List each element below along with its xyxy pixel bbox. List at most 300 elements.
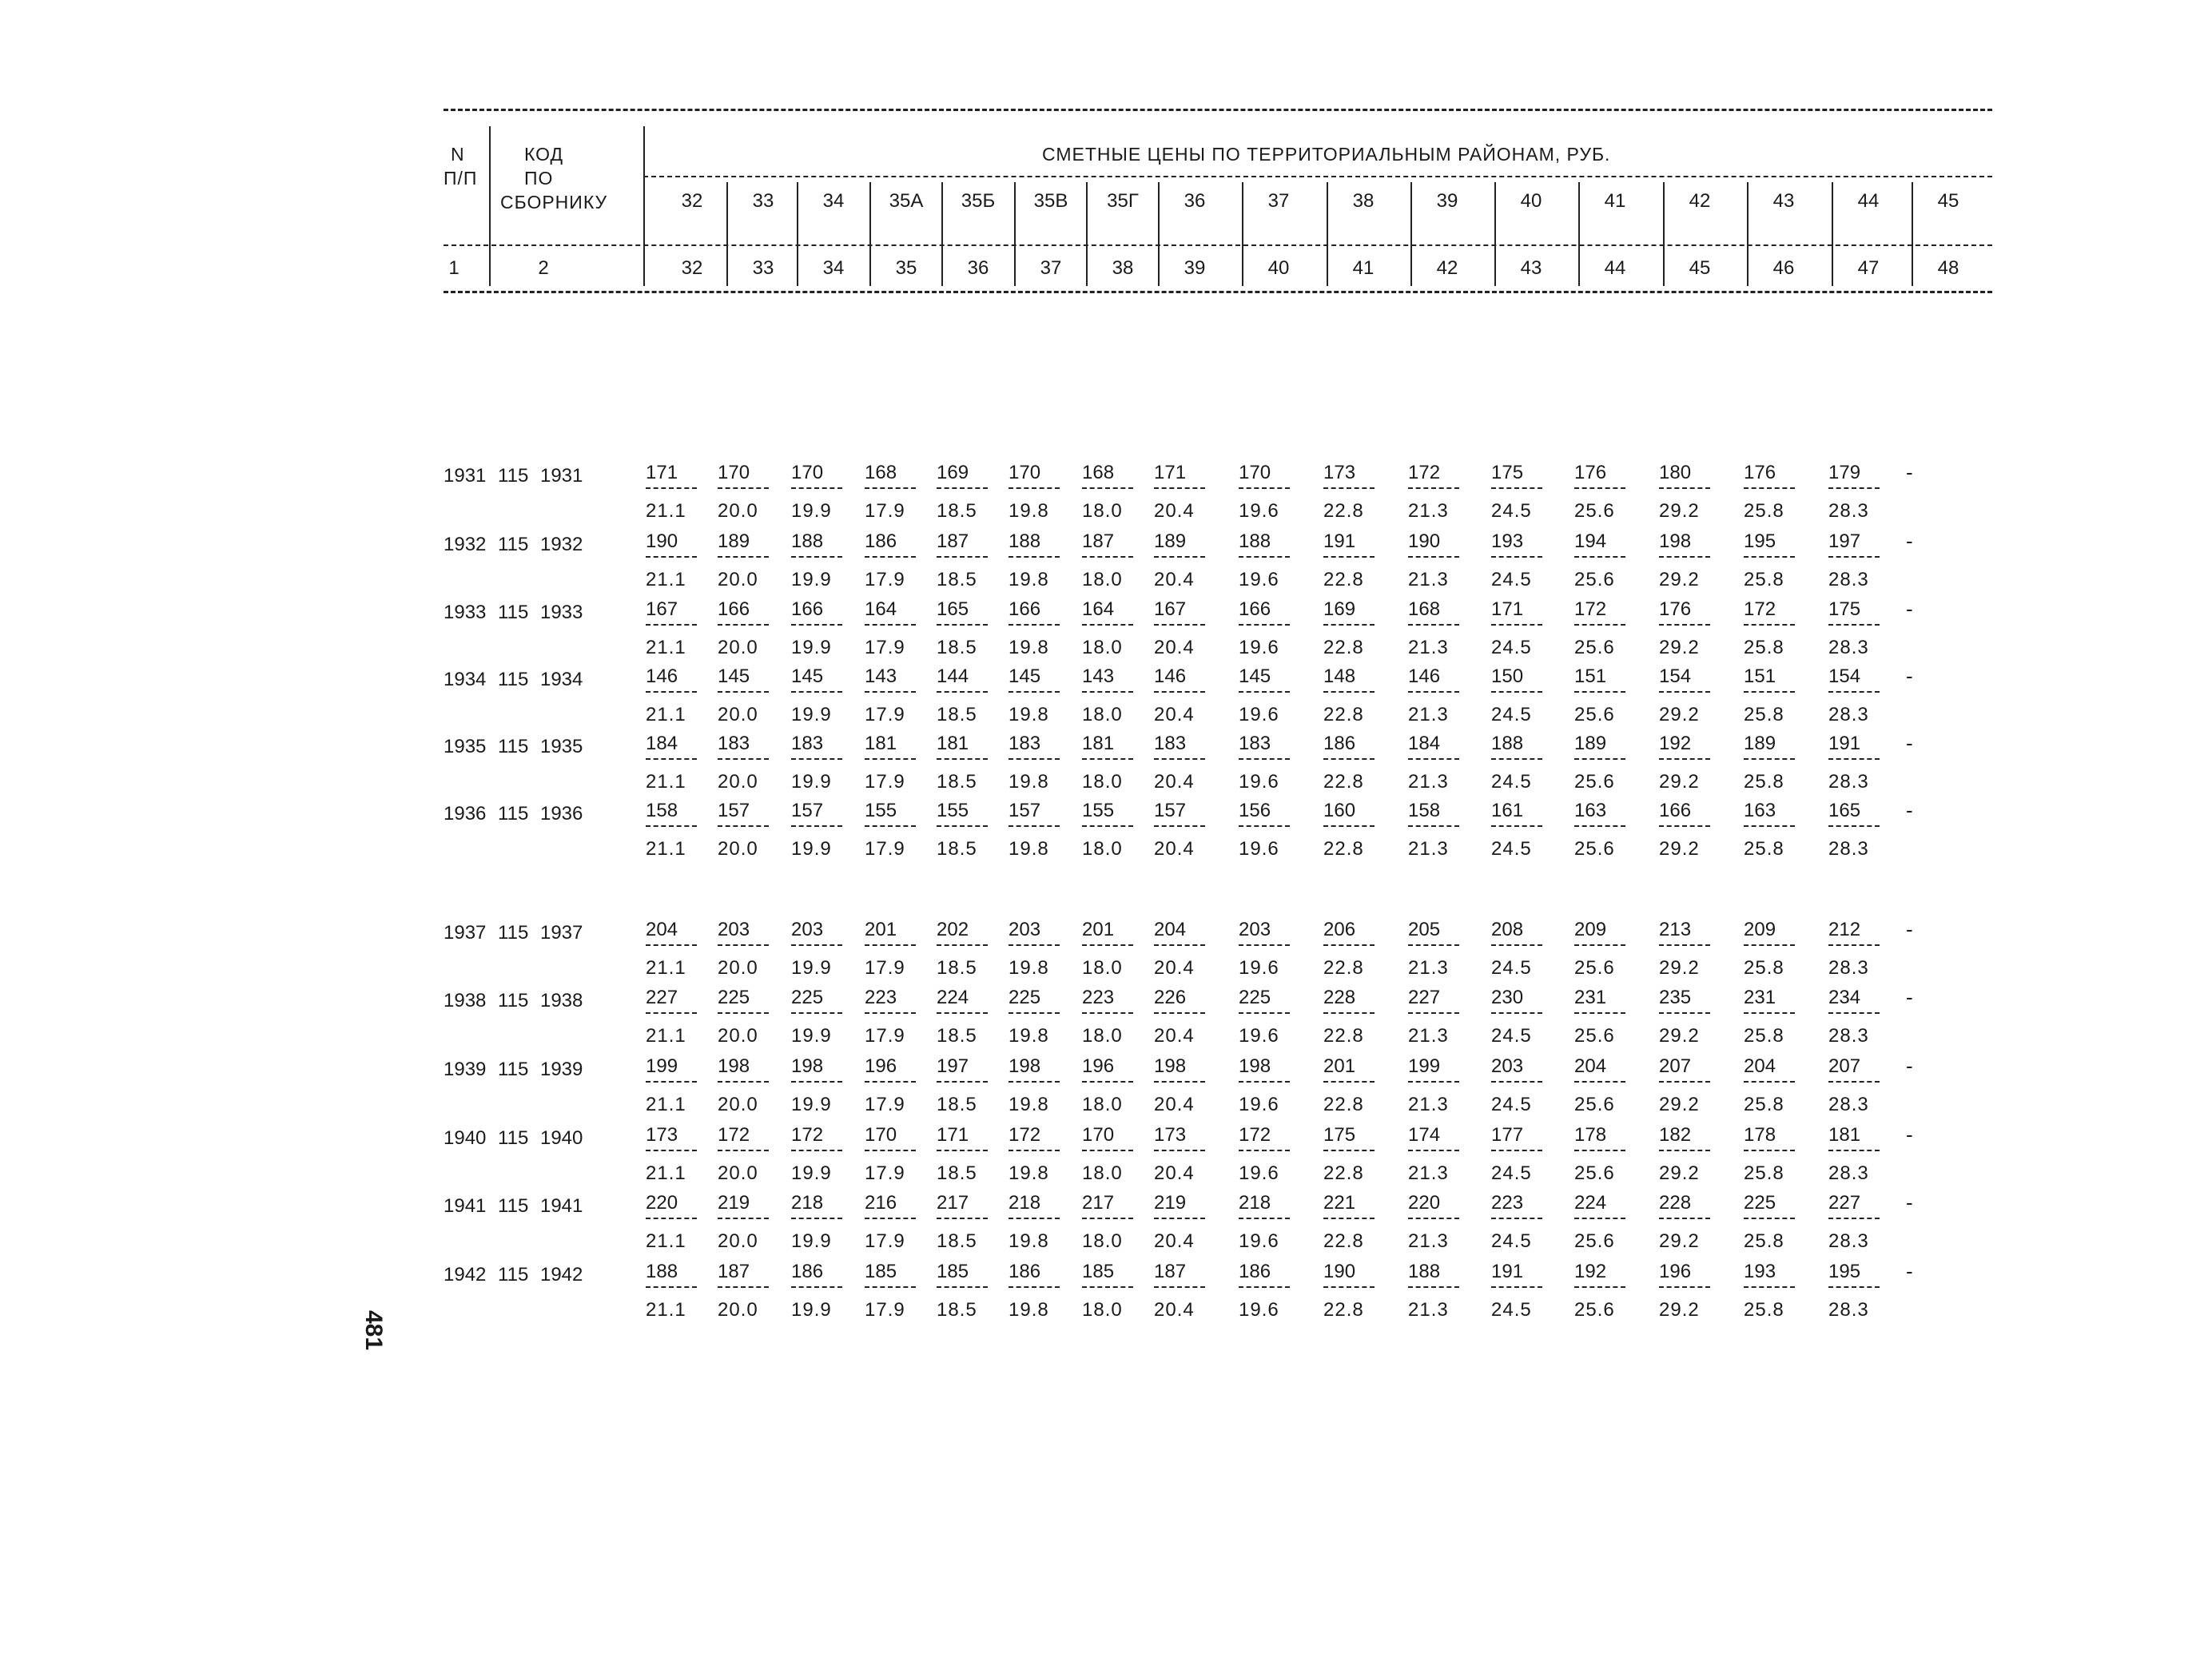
fraction-dash	[1408, 691, 1459, 699]
row-code: 1942 115 1942	[444, 1264, 583, 1285]
price-cell	[646, 1124, 716, 1185]
fraction-dash	[1744, 1218, 1795, 1226]
fraction-dash	[1659, 1081, 1710, 1089]
price-value: 164	[1082, 598, 1115, 620]
price-cell	[937, 800, 1007, 860]
column-number: 32	[681, 257, 703, 279]
price-cell	[646, 919, 716, 979]
row-code: 1937 115 1937	[444, 922, 583, 944]
price-index: 17.9	[865, 771, 905, 793]
price-index: 21.3	[1408, 1025, 1449, 1047]
fraction-dash	[1239, 758, 1290, 766]
price-value: 185	[1082, 1261, 1115, 1282]
price-cell	[1491, 666, 1562, 726]
row-end-mark: -	[1906, 529, 1913, 553]
price-cell	[646, 666, 716, 726]
price-value: 171	[1491, 598, 1524, 620]
price-cell	[1659, 1261, 1729, 1321]
fraction-dash	[646, 1012, 697, 1020]
price-index: 24.5	[1491, 1230, 1532, 1252]
fraction-dash	[1154, 944, 1205, 952]
price-cell	[865, 1261, 935, 1321]
row-code: 1936 115 1936	[444, 803, 583, 825]
price-cell	[937, 1055, 1007, 1116]
district-label: 33	[752, 190, 774, 212]
price-value: 151	[1574, 666, 1607, 687]
price-index: 20.0	[718, 637, 758, 658]
price-cell	[1082, 733, 1152, 793]
fraction-dash	[1154, 556, 1205, 564]
fraction-dash	[1828, 1081, 1880, 1089]
fraction-dash	[646, 944, 697, 952]
price-index: 29.2	[1659, 1025, 1700, 1047]
price-index: 21.1	[646, 637, 686, 658]
fraction-dash	[1009, 1012, 1060, 1020]
price-value: 187	[1154, 1261, 1187, 1282]
price-value: 196	[865, 1055, 897, 1077]
price-index: 21.3	[1408, 957, 1449, 979]
price-index: 19.8	[1009, 569, 1049, 590]
price-cell	[865, 987, 935, 1047]
price-value: 209	[1574, 919, 1607, 940]
price-cell	[1744, 919, 1814, 979]
price-value: 170	[865, 1124, 897, 1146]
price-index: 25.8	[1744, 1230, 1784, 1252]
price-index: 19.9	[791, 704, 832, 725]
fraction-dash	[1009, 825, 1060, 833]
fraction-dash	[1154, 691, 1205, 699]
price-index: 28.3	[1828, 569, 1869, 590]
price-value: 175	[1323, 1124, 1356, 1146]
price-cell	[1408, 919, 1478, 979]
price-index: 19.6	[1239, 838, 1279, 860]
price-value: 154	[1659, 666, 1692, 687]
price-value: 172	[1408, 462, 1441, 483]
price-value: 178	[1574, 1124, 1607, 1146]
price-value: 218	[1009, 1192, 1041, 1214]
price-cell	[791, 1055, 861, 1116]
price-cell	[1574, 800, 1645, 860]
price-cell	[1154, 530, 1224, 591]
price-value: 171	[1154, 462, 1187, 483]
price-value: 172	[1744, 598, 1776, 620]
column-number: 43	[1520, 257, 1542, 279]
price-cell	[1659, 919, 1729, 979]
price-value: 183	[1239, 733, 1271, 754]
fraction-dash	[1154, 1218, 1205, 1226]
price-value: 166	[1239, 598, 1271, 620]
price-index: 25.6	[1574, 1025, 1615, 1047]
price-value: 188	[646, 1261, 678, 1282]
price-index: 21.1	[646, 1162, 686, 1184]
fraction-dash	[1408, 624, 1459, 632]
price-cell	[646, 733, 716, 793]
price-index: 21.1	[646, 957, 686, 979]
price-index: 25.8	[1744, 1094, 1784, 1115]
price-value: 202	[937, 919, 969, 940]
fraction-dash	[1408, 556, 1459, 564]
fraction-dash	[718, 691, 769, 699]
price-value: 198	[718, 1055, 750, 1077]
fraction-dash	[1154, 1286, 1205, 1294]
fraction-dash	[718, 487, 769, 495]
price-value: 154	[1828, 666, 1861, 687]
price-cell	[865, 1192, 935, 1253]
row-end-mark: -	[1906, 597, 1913, 621]
price-value: 203	[791, 919, 824, 940]
fraction-dash	[646, 758, 697, 766]
price-cell	[1082, 530, 1152, 591]
row-end-mark: -	[1906, 798, 1913, 822]
price-cell	[865, 733, 935, 793]
price-index: 20.0	[718, 957, 758, 979]
price-index: 29.2	[1659, 500, 1700, 522]
fraction-dash	[1491, 1012, 1542, 1020]
price-cell	[1574, 1192, 1645, 1253]
price-index: 20.0	[718, 1230, 758, 1252]
price-index: 28.3	[1828, 1025, 1869, 1047]
price-index: 24.5	[1491, 957, 1532, 979]
price-index: 19.9	[791, 1299, 832, 1321]
price-cell	[791, 1124, 861, 1185]
fraction-dash	[1009, 1150, 1060, 1158]
price-index: 17.9	[865, 957, 905, 979]
price-cell	[1491, 1192, 1562, 1253]
price-cell	[791, 462, 861, 523]
price-value: 223	[1082, 987, 1115, 1008]
price-value: 157	[791, 800, 824, 821]
header-vbar	[1014, 182, 1016, 286]
price-index: 21.1	[646, 1094, 686, 1115]
price-index: 18.0	[1082, 704, 1123, 725]
price-index: 18.0	[1082, 569, 1123, 590]
price-index: 29.2	[1659, 569, 1700, 590]
price-index: 19.9	[791, 1094, 832, 1115]
price-value: 169	[937, 462, 969, 483]
price-cell	[1154, 1192, 1224, 1253]
fraction-dash	[1154, 487, 1205, 495]
price-cell	[1408, 800, 1478, 860]
price-value: 186	[1239, 1261, 1271, 1282]
price-value: 198	[1239, 1055, 1271, 1077]
price-cell	[1408, 598, 1478, 659]
price-value: 145	[718, 666, 750, 687]
price-cell	[718, 919, 788, 979]
price-index: 28.3	[1828, 838, 1869, 860]
price-value: 183	[1154, 733, 1187, 754]
price-cell	[791, 530, 861, 591]
fraction-dash	[865, 1081, 916, 1089]
price-index: 19.8	[1009, 838, 1049, 860]
header-vbar	[726, 182, 728, 286]
price-value: 219	[718, 1192, 750, 1214]
price-value: 189	[718, 530, 750, 552]
price-index: 21.3	[1408, 1094, 1449, 1115]
price-value: 170	[1009, 462, 1041, 483]
price-cell	[1009, 462, 1079, 523]
price-index: 20.0	[718, 838, 758, 860]
price-cell	[937, 919, 1007, 979]
price-value: 189	[1574, 733, 1607, 754]
price-index: 19.8	[1009, 1094, 1049, 1115]
price-index: 22.8	[1323, 1162, 1364, 1184]
price-cell	[1323, 919, 1394, 979]
price-index: 18.5	[937, 637, 977, 658]
price-index: 21.1	[646, 838, 686, 860]
price-cell	[1082, 919, 1152, 979]
price-index: 24.5	[1491, 771, 1532, 793]
fraction-dash	[1574, 758, 1625, 766]
header-mid-rule	[643, 176, 1992, 177]
price-value: 220	[646, 1192, 678, 1214]
fraction-dash	[646, 691, 697, 699]
price-index: 20.4	[1154, 1230, 1195, 1252]
price-index: 20.4	[1154, 838, 1195, 860]
price-index: 19.9	[791, 1162, 832, 1184]
price-index: 22.8	[1323, 838, 1364, 860]
fraction-dash	[1574, 1150, 1625, 1158]
price-index: 21.3	[1408, 704, 1449, 725]
price-index: 21.1	[646, 500, 686, 522]
fraction-dash	[791, 1150, 842, 1158]
price-value: 186	[865, 530, 897, 552]
price-cell	[1009, 1124, 1079, 1185]
price-cell	[1009, 666, 1079, 726]
price-value: 187	[937, 530, 969, 552]
price-value: 225	[718, 987, 750, 1008]
price-index: 29.2	[1659, 1094, 1700, 1115]
header-vbar	[941, 182, 943, 286]
column-number: 41	[1352, 257, 1375, 279]
price-value: 168	[865, 462, 897, 483]
district-label: 35Г	[1107, 190, 1139, 212]
price-cell	[646, 1055, 716, 1116]
price-value: 184	[646, 733, 678, 754]
price-cell	[718, 987, 788, 1047]
fraction-dash	[1828, 1012, 1880, 1020]
price-value: 183	[718, 733, 750, 754]
fraction-dash	[1154, 825, 1205, 833]
price-value: 163	[1744, 800, 1776, 821]
price-cell	[1659, 530, 1729, 591]
price-cell	[1082, 1055, 1152, 1116]
price-value: 204	[1154, 919, 1187, 940]
price-cell	[1828, 919, 1899, 979]
col-code-label-3: СБОРНИКУ	[500, 192, 608, 213]
price-value: 231	[1744, 987, 1776, 1008]
price-index: 18.0	[1082, 838, 1123, 860]
price-index: 24.5	[1491, 1162, 1532, 1184]
price-index: 19.8	[1009, 500, 1049, 522]
price-cell	[937, 530, 1007, 591]
district-label: 35Б	[961, 190, 996, 212]
price-value: 172	[1574, 598, 1607, 620]
prices-title: СМЕТНЫЕ ЦЕНЫ ПО ТЕРРИТОРИАЛЬНЫМ РАЙОНАМ, РУБ.	[1042, 144, 1611, 165]
price-value: 181	[1082, 733, 1115, 754]
header-vbar	[1410, 182, 1412, 286]
price-cell	[791, 598, 861, 659]
price-index: 29.2	[1659, 957, 1700, 979]
price-index: 24.5	[1491, 637, 1532, 658]
price-value: 182	[1659, 1124, 1692, 1146]
price-index: 19.6	[1239, 771, 1279, 793]
price-index: 24.5	[1491, 1025, 1532, 1047]
column-number: 2	[538, 257, 549, 279]
price-index: 19.6	[1239, 704, 1279, 725]
price-cell	[718, 666, 788, 726]
price-value: 194	[1574, 530, 1607, 552]
header-vbar	[1578, 182, 1580, 286]
price-cell	[1239, 462, 1309, 523]
price-index: 22.8	[1323, 1025, 1364, 1047]
header-vbar	[1832, 182, 1833, 286]
price-value: 217	[1082, 1192, 1115, 1214]
fraction-dash	[791, 1012, 842, 1020]
fraction-dash	[1659, 691, 1710, 699]
price-index: 19.9	[791, 1230, 832, 1252]
fraction-dash	[1009, 556, 1060, 564]
fraction-dash	[1828, 1218, 1880, 1226]
price-cell	[1744, 462, 1814, 523]
price-cell	[1659, 987, 1729, 1047]
price-cell	[1491, 1055, 1562, 1116]
price-cell	[791, 800, 861, 860]
fraction-dash	[1239, 1150, 1290, 1158]
fraction-dash	[1574, 1218, 1625, 1226]
fraction-dash	[1828, 1150, 1880, 1158]
price-cell	[1408, 1055, 1478, 1116]
fraction-dash	[1082, 825, 1133, 833]
price-index: 22.8	[1323, 637, 1364, 658]
price-index: 24.5	[1491, 500, 1532, 522]
price-cell	[791, 919, 861, 979]
fraction-dash	[646, 1150, 697, 1158]
fraction-dash	[1408, 1012, 1459, 1020]
fraction-dash	[1408, 1286, 1459, 1294]
price-cell	[1744, 1192, 1814, 1253]
price-value: 204	[646, 919, 678, 940]
price-index: 18.0	[1082, 1230, 1123, 1252]
price-value: 160	[1323, 800, 1356, 821]
price-cell	[1154, 598, 1224, 659]
price-cell	[1408, 1124, 1478, 1185]
fraction-dash	[718, 758, 769, 766]
fraction-dash	[1574, 487, 1625, 495]
row-code: 1940 115 1940	[444, 1127, 583, 1149]
price-value: 186	[791, 1261, 824, 1282]
price-index: 18.0	[1082, 771, 1123, 793]
district-label: 35В	[1033, 190, 1068, 212]
price-value: 209	[1744, 919, 1776, 940]
price-index: 18.5	[937, 569, 977, 590]
price-cell	[1408, 530, 1478, 591]
price-index: 20.0	[718, 1094, 758, 1115]
district-label: 45	[1937, 190, 1959, 212]
fraction-dash	[646, 624, 697, 632]
price-value: 206	[1323, 919, 1356, 940]
price-cell	[718, 733, 788, 793]
fraction-dash	[1659, 487, 1710, 495]
price-cell	[937, 598, 1007, 659]
column-number: 44	[1604, 257, 1626, 279]
price-index: 18.5	[937, 1025, 977, 1047]
price-value: 174	[1408, 1124, 1441, 1146]
district-label: 38	[1352, 190, 1375, 212]
fraction-dash	[1082, 944, 1133, 952]
price-value: 235	[1659, 987, 1692, 1008]
fraction-dash	[1491, 1286, 1542, 1294]
fraction-dash	[1009, 624, 1060, 632]
col-n-label-2: П/П	[444, 168, 478, 189]
price-value: 172	[1239, 1124, 1271, 1146]
fraction-dash	[865, 1150, 916, 1158]
fraction-dash	[865, 487, 916, 495]
price-index: 19.6	[1239, 1162, 1279, 1184]
price-index: 22.8	[1323, 1230, 1364, 1252]
price-cell	[718, 1055, 788, 1116]
price-index: 17.9	[865, 704, 905, 725]
row-code: 1941 115 1941	[444, 1195, 583, 1217]
price-value: 173	[1154, 1124, 1187, 1146]
price-value: 180	[1659, 462, 1692, 483]
header-vbar	[1242, 182, 1243, 286]
price-cell	[1154, 1055, 1224, 1116]
price-value: 192	[1574, 1261, 1607, 1282]
price-value: 203	[1009, 919, 1041, 940]
price-value: 170	[1082, 1124, 1115, 1146]
fraction-dash	[1009, 1286, 1060, 1294]
column-number: 1	[448, 257, 460, 279]
price-cell	[865, 462, 935, 523]
fraction-dash	[865, 758, 916, 766]
price-value: 189	[1154, 530, 1187, 552]
district-label: 43	[1772, 190, 1795, 212]
price-cell	[1082, 1124, 1152, 1185]
fraction-dash	[865, 1012, 916, 1020]
fraction-dash	[791, 624, 842, 632]
price-value: 157	[718, 800, 750, 821]
fraction-dash	[646, 1286, 697, 1294]
row-code: 1938 115 1938	[444, 990, 583, 1011]
price-value: 181	[1828, 1124, 1861, 1146]
price-cell	[1323, 1261, 1394, 1321]
fraction-dash	[1323, 624, 1375, 632]
fraction-dash	[1574, 1012, 1625, 1020]
price-cell	[1659, 462, 1729, 523]
price-cell	[865, 1124, 935, 1185]
price-cell	[1491, 1124, 1562, 1185]
price-value: 166	[791, 598, 824, 620]
price-cell	[1744, 530, 1814, 591]
price-value: 177	[1491, 1124, 1524, 1146]
price-index: 25.6	[1574, 1299, 1615, 1321]
price-cell	[1239, 1124, 1309, 1185]
column-number: 33	[752, 257, 774, 279]
price-cell	[718, 1192, 788, 1253]
fraction-dash	[1828, 487, 1880, 495]
fraction-dash	[718, 1012, 769, 1020]
price-cell	[1828, 1124, 1899, 1185]
fraction-dash	[791, 1081, 842, 1089]
fraction-dash	[1239, 556, 1290, 564]
price-value: 187	[1082, 530, 1115, 552]
price-value: 188	[1239, 530, 1271, 552]
fraction-dash	[1659, 1286, 1710, 1294]
price-cell	[1574, 987, 1645, 1047]
price-index: 17.9	[865, 1162, 905, 1184]
price-index: 25.8	[1744, 771, 1784, 793]
price-index: 18.5	[937, 500, 977, 522]
